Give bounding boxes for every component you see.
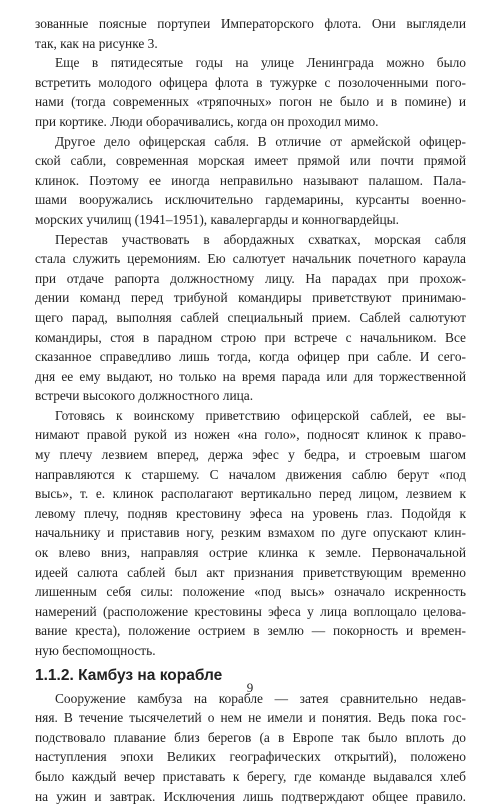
text-line: командиры, стоя в парадном строю при встрече с начальником. Все: [35, 329, 466, 345]
text-line: было каждый вечер приставать к берегу, где команде выдавался хлеб: [35, 768, 466, 784]
text-line: идеей салюта саблей был акт признания приветствующим временно: [35, 564, 466, 580]
section-heading: 1.1.2. Камбуз на корабле: [35, 666, 223, 684]
text-line: начальнику и приставив ногу, резким взмахом по дуге опускают клин-: [35, 525, 466, 541]
text-line: няя. В течение тысячелетий о нем не имели и понятия. Ведь пока гос-: [35, 710, 466, 726]
text-line: Другое дело офицерская сабля. В отличие от армейской офицер-: [55, 133, 466, 149]
text-line: морских училищ (1941–1951), кавалергарды и конногвардейцы.: [35, 211, 399, 227]
text-line: при отдаче рапорта должностному лицу. На парадах при прохож-: [35, 270, 466, 286]
text-line: стала служить церемониям. Ею салютует начальник почетного караула: [35, 251, 466, 267]
text-line: му плечу лезвием вперед, держа эфес у бедра, и строевым шагом: [35, 447, 466, 463]
text-line: дении команд перед трибуной командиры приветствуют принимаю-: [35, 290, 466, 306]
text-line: Готовясь к воинскому приветствию офицерской саблей, ее вы-: [55, 407, 466, 423]
text-line: сказанное справедливо лишь тогда, когда офицер при сабле. И сего-: [35, 349, 466, 365]
text-line: наступления эпохи Великих географических открытий), положено: [35, 749, 466, 765]
text-line: Сооружение камбуза на корабле — затея сравнительно недав-: [55, 690, 466, 706]
page-number: 9: [246, 680, 254, 695]
text-line: Перестав участвовать в абордажных схватках, морская сабля: [55, 231, 466, 247]
text-line: на ужин и завтрак. Исключения лишь подтверждают общее правило.: [35, 788, 466, 804]
text-line: ок влево вниз, направляя острие клинка к земле. Первоначальной: [35, 545, 466, 561]
text-line: ную беспомощность.: [35, 643, 156, 658]
text-line: вание креста), положение острием в землю — покорность и времен-: [35, 623, 466, 639]
text-line: встречи высокого должностного лица.: [35, 388, 254, 404]
text-line: клинок. Поэтому ее иногда неправильно называют палашом. Пала-: [35, 172, 466, 188]
text-line: щего парад, выполняя саблей специальный прием. Саблей салютуют: [35, 309, 466, 325]
text-line: при кортике. Люди оборачивались, когда он проходил мимо.: [35, 113, 379, 129]
text-line: нами (тогда современных «тряпочных» погон не было и в помине) и: [35, 94, 466, 110]
text-line: подствовало плавание близ берегов (а в Европе так было вплоть до: [35, 729, 466, 745]
text-line: шами вооружались исключительно гардемарины, курсанты военно-: [35, 192, 466, 208]
text-line: намерений (расположение крестовины эфеса у лица воплощало целова-: [35, 603, 466, 619]
text-line: зованные поясные портупеи Императорского флота. Они выглядели: [35, 16, 466, 31]
text-line: направляются к старшему. С началом движения саблю берут «под: [35, 466, 466, 482]
text-line: дня ее ему выдают, но только на время парада или для торжественной: [35, 368, 466, 384]
text-line: встретить молодого офицера флота в тужурке с позолоченными пого-: [35, 74, 466, 90]
text-block-2: [35, 689, 466, 806]
text-line: высь», т. е. клинок располагают вертикально перед лицом, лезвием к: [35, 486, 466, 502]
text-block-1: [35, 14, 466, 661]
text-line: так, как на рисунке 3.: [35, 35, 158, 51]
text-line: Еще в пятидесятые годы на улице Ленинграда можно было: [55, 55, 466, 71]
text-line: левому плечу, подняв крестовину эфеса на уровень глаз. Подойдя к: [35, 505, 466, 521]
text-line: лишенным себя силы: положение «под высь» означало искренность: [35, 584, 466, 600]
text-line: нимают правой рукой из ножен «на голо», подносят клинок к право-: [35, 427, 466, 443]
text-line: ской сабли, современная морская имеет прямой или почти прямой: [35, 153, 466, 169]
